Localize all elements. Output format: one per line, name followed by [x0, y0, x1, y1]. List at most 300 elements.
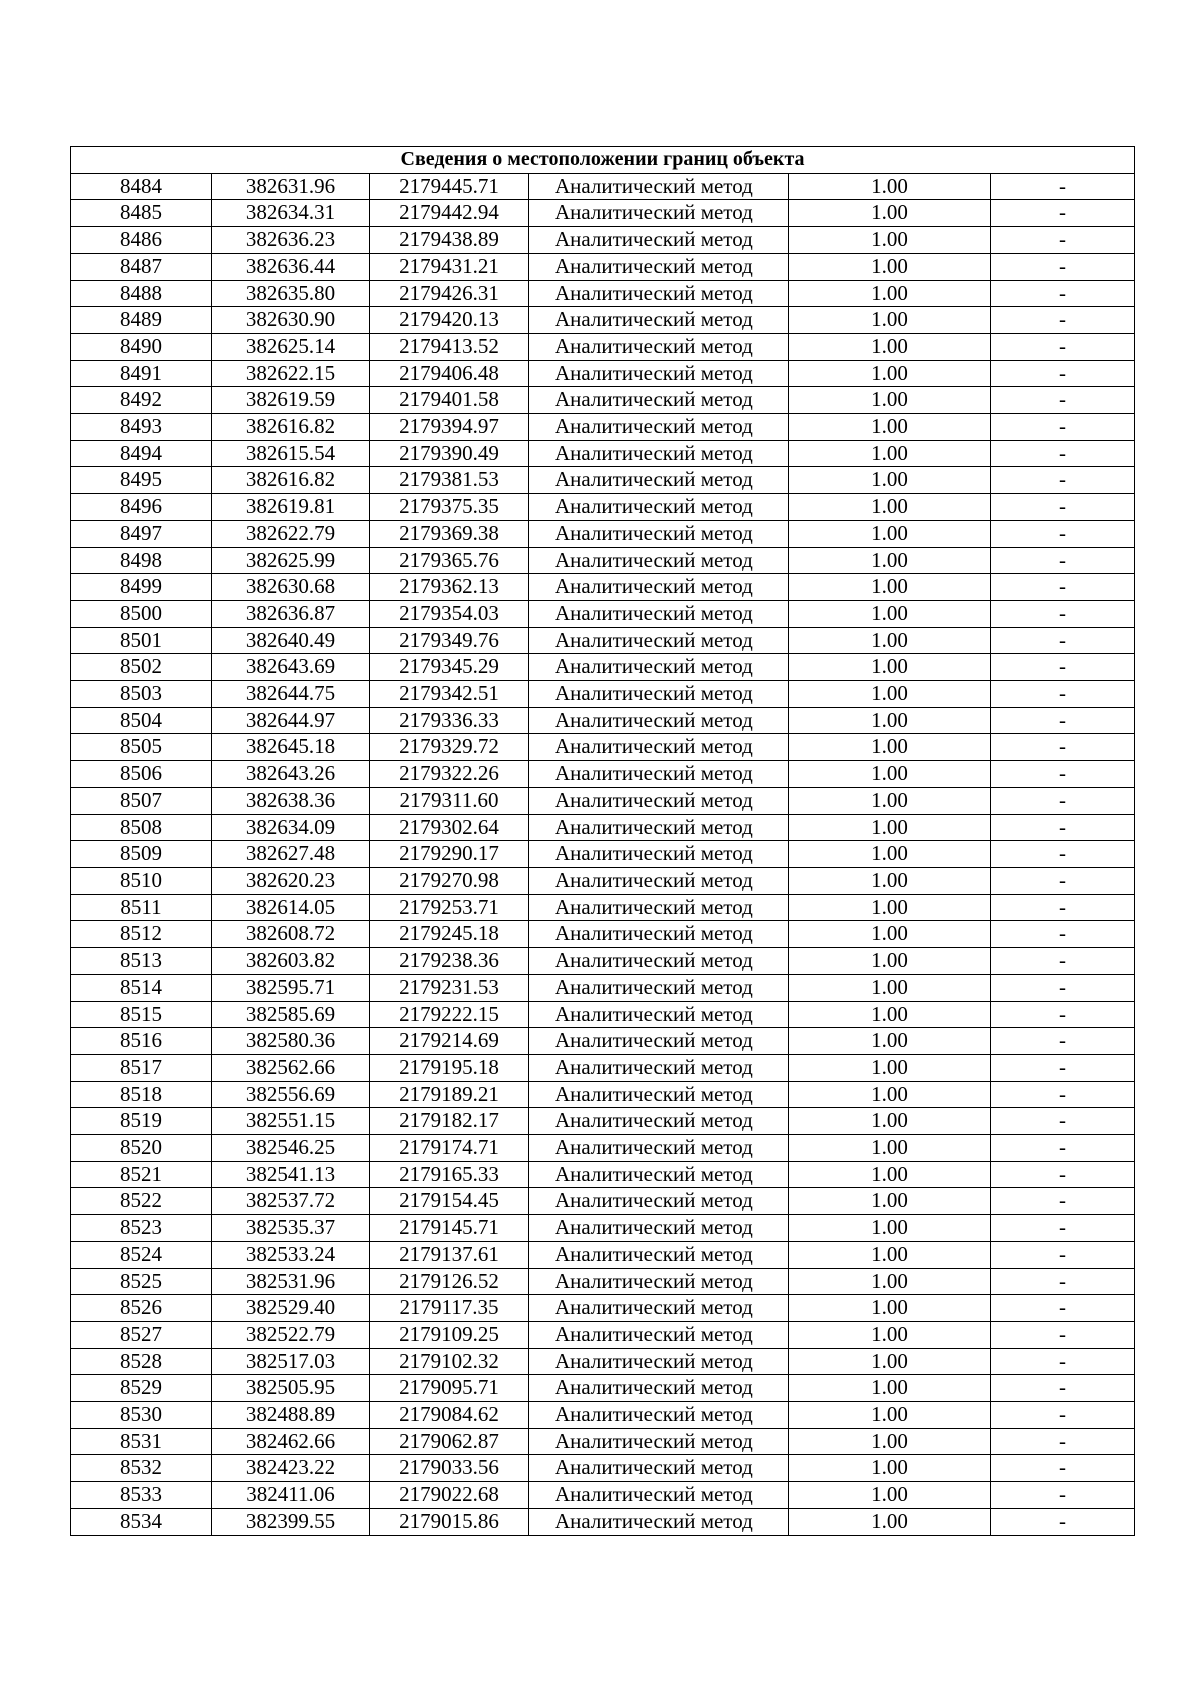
y-coordinate-cell: 2179270.98 — [370, 867, 529, 894]
point-number-cell: 8500 — [71, 600, 212, 627]
x-coordinate-cell: 382625.99 — [212, 547, 370, 574]
x-coordinate-cell: 382627.48 — [212, 841, 370, 868]
method-cell: Аналитический метод — [529, 1348, 789, 1375]
accuracy-cell: 1.00 — [789, 1028, 991, 1055]
method-cell: Аналитический метод — [529, 520, 789, 547]
x-coordinate-cell: 382580.36 — [212, 1028, 370, 1055]
point-number-cell: 8515 — [71, 1001, 212, 1028]
accuracy-cell: 1.00 — [789, 494, 991, 521]
table-header-row — [71, 147, 1135, 174]
accuracy-cell: 1.00 — [789, 547, 991, 574]
x-coordinate-cell: 382634.31 — [212, 200, 370, 227]
table-row — [71, 333, 1135, 360]
table-row — [71, 547, 1135, 574]
description-cell: - — [991, 280, 1135, 307]
method-cell: Аналитический метод — [529, 1241, 789, 1268]
accuracy-cell: 1.00 — [789, 1508, 991, 1535]
x-coordinate-cell: 382551.15 — [212, 1108, 370, 1135]
table-row — [71, 1108, 1135, 1135]
table-row — [71, 440, 1135, 467]
description-cell: - — [991, 1482, 1135, 1509]
method-cell: Аналитический метод — [529, 1215, 789, 1242]
x-coordinate-cell: 382625.14 — [212, 333, 370, 360]
accuracy-cell: 1.00 — [789, 333, 991, 360]
method-cell: Аналитический метод — [529, 360, 789, 387]
point-number-cell: 8533 — [71, 1482, 212, 1509]
point-number-cell: 8508 — [71, 814, 212, 841]
y-coordinate-cell: 2179238.36 — [370, 948, 529, 975]
y-coordinate-cell: 2179322.26 — [370, 761, 529, 788]
table-row — [71, 1295, 1135, 1322]
method-cell: Аналитический метод — [529, 547, 789, 574]
point-number-cell: 8519 — [71, 1108, 212, 1135]
y-coordinate-cell: 2179420.13 — [370, 307, 529, 334]
description-cell: - — [991, 1188, 1135, 1215]
table-row — [71, 707, 1135, 734]
x-coordinate-cell: 382505.95 — [212, 1375, 370, 1402]
accuracy-cell: 1.00 — [789, 1081, 991, 1108]
point-number-cell: 8531 — [71, 1428, 212, 1455]
x-coordinate-cell: 382529.40 — [212, 1295, 370, 1322]
accuracy-cell: 1.00 — [789, 280, 991, 307]
description-cell: - — [991, 440, 1135, 467]
point-number-cell: 8485 — [71, 200, 212, 227]
description-cell: - — [991, 1321, 1135, 1348]
y-coordinate-cell: 2179095.71 — [370, 1375, 529, 1402]
description-cell: - — [991, 734, 1135, 761]
y-coordinate-cell: 2179336.33 — [370, 707, 529, 734]
method-cell: Аналитический метод — [529, 1428, 789, 1455]
point-number-cell: 8499 — [71, 574, 212, 601]
accuracy-cell: 1.00 — [789, 867, 991, 894]
point-number-cell: 8511 — [71, 894, 212, 921]
point-number-cell: 8487 — [71, 253, 212, 280]
method-cell: Аналитический метод — [529, 761, 789, 788]
table-row — [71, 1508, 1135, 1535]
table-row — [71, 173, 1135, 200]
y-coordinate-cell: 2179195.18 — [370, 1054, 529, 1081]
x-coordinate-cell: 382622.15 — [212, 360, 370, 387]
accuracy-cell: 1.00 — [789, 761, 991, 788]
method-cell: Аналитический метод — [529, 1268, 789, 1295]
x-coordinate-cell: 382636.23 — [212, 227, 370, 254]
table-row — [71, 1081, 1135, 1108]
y-coordinate-cell: 2179365.76 — [370, 547, 529, 574]
description-cell: - — [991, 360, 1135, 387]
y-coordinate-cell: 2179290.17 — [370, 841, 529, 868]
y-coordinate-cell: 2179302.64 — [370, 814, 529, 841]
description-cell: - — [991, 814, 1135, 841]
accuracy-cell: 1.00 — [789, 467, 991, 494]
x-coordinate-cell: 382411.06 — [212, 1482, 370, 1509]
y-coordinate-cell: 2179329.72 — [370, 734, 529, 761]
description-cell: - — [991, 1348, 1135, 1375]
x-coordinate-cell: 382399.55 — [212, 1508, 370, 1535]
description-cell: - — [991, 574, 1135, 601]
accuracy-cell: 1.00 — [789, 1321, 991, 1348]
point-number-cell: 8527 — [71, 1321, 212, 1348]
method-cell: Аналитический метод — [529, 841, 789, 868]
method-cell: Аналитический метод — [529, 227, 789, 254]
description-cell: - — [991, 1161, 1135, 1188]
point-number-cell: 8532 — [71, 1455, 212, 1482]
x-coordinate-cell: 382644.97 — [212, 707, 370, 734]
y-coordinate-cell: 2179231.53 — [370, 974, 529, 1001]
point-number-cell: 8506 — [71, 761, 212, 788]
table-row — [71, 1028, 1135, 1055]
accuracy-cell: 1.00 — [789, 307, 991, 334]
point-number-cell: 8510 — [71, 867, 212, 894]
y-coordinate-cell: 2179394.97 — [370, 414, 529, 441]
y-coordinate-cell: 2179189.21 — [370, 1081, 529, 1108]
point-number-cell: 8512 — [71, 921, 212, 948]
table-row — [71, 600, 1135, 627]
y-coordinate-cell: 2179438.89 — [370, 227, 529, 254]
accuracy-cell: 1.00 — [789, 173, 991, 200]
y-coordinate-cell: 2179413.52 — [370, 333, 529, 360]
accuracy-cell: 1.00 — [789, 1348, 991, 1375]
method-cell: Аналитический метод — [529, 440, 789, 467]
description-cell: - — [991, 1295, 1135, 1322]
description-cell: - — [991, 1001, 1135, 1028]
point-number-cell: 8504 — [71, 707, 212, 734]
description-cell: - — [991, 1428, 1135, 1455]
table-row — [71, 681, 1135, 708]
table-row — [71, 387, 1135, 414]
y-coordinate-cell: 2179245.18 — [370, 921, 529, 948]
method-cell: Аналитический метод — [529, 333, 789, 360]
point-number-cell: 8505 — [71, 734, 212, 761]
x-coordinate-cell: 382645.18 — [212, 734, 370, 761]
description-cell: - — [991, 974, 1135, 1001]
table-row — [71, 467, 1135, 494]
accuracy-cell: 1.00 — [789, 387, 991, 414]
point-number-cell: 8507 — [71, 787, 212, 814]
method-cell: Аналитический метод — [529, 173, 789, 200]
accuracy-cell: 1.00 — [789, 600, 991, 627]
y-coordinate-cell: 2179362.13 — [370, 574, 529, 601]
y-coordinate-cell: 2179145.71 — [370, 1215, 529, 1242]
accuracy-cell: 1.00 — [789, 734, 991, 761]
table-row — [71, 894, 1135, 921]
method-cell: Аналитический метод — [529, 921, 789, 948]
table-row — [71, 1215, 1135, 1242]
description-cell: - — [991, 894, 1135, 921]
y-coordinate-cell: 2179349.76 — [370, 627, 529, 654]
description-cell: - — [991, 654, 1135, 681]
point-number-cell: 8530 — [71, 1402, 212, 1429]
y-coordinate-cell: 2179126.52 — [370, 1268, 529, 1295]
accuracy-cell: 1.00 — [789, 1375, 991, 1402]
x-coordinate-cell: 382423.22 — [212, 1455, 370, 1482]
table-row — [71, 814, 1135, 841]
method-cell: Аналитический метод — [529, 1455, 789, 1482]
table-row — [71, 414, 1135, 441]
table-row — [71, 1135, 1135, 1162]
x-coordinate-cell: 382630.68 — [212, 574, 370, 601]
method-cell: Аналитический метод — [529, 707, 789, 734]
point-number-cell: 8502 — [71, 654, 212, 681]
accuracy-cell: 1.00 — [789, 948, 991, 975]
x-coordinate-cell: 382537.72 — [212, 1188, 370, 1215]
x-coordinate-cell: 382556.69 — [212, 1081, 370, 1108]
accuracy-cell: 1.00 — [789, 1001, 991, 1028]
point-number-cell: 8495 — [71, 467, 212, 494]
y-coordinate-cell: 2179442.94 — [370, 200, 529, 227]
accuracy-cell: 1.00 — [789, 1428, 991, 1455]
x-coordinate-cell: 382562.66 — [212, 1054, 370, 1081]
point-number-cell: 8521 — [71, 1161, 212, 1188]
table-row — [71, 253, 1135, 280]
table-row — [71, 974, 1135, 1001]
method-cell: Аналитический метод — [529, 654, 789, 681]
point-number-cell: 8525 — [71, 1268, 212, 1295]
y-coordinate-cell: 2179154.45 — [370, 1188, 529, 1215]
point-number-cell: 8486 — [71, 227, 212, 254]
description-cell: - — [991, 494, 1135, 521]
method-cell: Аналитический метод — [529, 253, 789, 280]
y-coordinate-cell: 2179369.38 — [370, 520, 529, 547]
description-cell: - — [991, 1135, 1135, 1162]
description-cell: - — [991, 1402, 1135, 1429]
y-coordinate-cell: 2179062.87 — [370, 1428, 529, 1455]
description-cell: - — [991, 414, 1135, 441]
point-number-cell: 8529 — [71, 1375, 212, 1402]
x-coordinate-cell: 382595.71 — [212, 974, 370, 1001]
point-number-cell: 8492 — [71, 387, 212, 414]
x-coordinate-cell: 382619.59 — [212, 387, 370, 414]
method-cell: Аналитический метод — [529, 1161, 789, 1188]
x-coordinate-cell: 382462.66 — [212, 1428, 370, 1455]
description-cell: - — [991, 1215, 1135, 1242]
x-coordinate-cell: 382640.49 — [212, 627, 370, 654]
accuracy-cell: 1.00 — [789, 520, 991, 547]
accuracy-cell: 1.00 — [789, 1295, 991, 1322]
description-cell: - — [991, 867, 1135, 894]
y-coordinate-cell: 2179311.60 — [370, 787, 529, 814]
method-cell: Аналитический метод — [529, 1135, 789, 1162]
method-cell: Аналитический метод — [529, 414, 789, 441]
description-cell: - — [991, 227, 1135, 254]
accuracy-cell: 1.00 — [789, 200, 991, 227]
method-cell: Аналитический метод — [529, 1295, 789, 1322]
y-coordinate-cell: 2179182.17 — [370, 1108, 529, 1135]
point-number-cell: 8490 — [71, 333, 212, 360]
table-row — [71, 1054, 1135, 1081]
description-cell: - — [991, 707, 1135, 734]
point-number-cell: 8526 — [71, 1295, 212, 1322]
y-coordinate-cell: 2179401.58 — [370, 387, 529, 414]
x-coordinate-cell: 382630.90 — [212, 307, 370, 334]
table-row — [71, 280, 1135, 307]
accuracy-cell: 1.00 — [789, 414, 991, 441]
x-coordinate-cell: 382643.69 — [212, 654, 370, 681]
accuracy-cell: 1.00 — [789, 1161, 991, 1188]
method-cell: Аналитический метод — [529, 734, 789, 761]
x-coordinate-cell: 382644.75 — [212, 681, 370, 708]
x-coordinate-cell: 382643.26 — [212, 761, 370, 788]
method-cell: Аналитический метод — [529, 1001, 789, 1028]
x-coordinate-cell: 382533.24 — [212, 1241, 370, 1268]
method-cell: Аналитический метод — [529, 867, 789, 894]
accuracy-cell: 1.00 — [789, 1135, 991, 1162]
x-coordinate-cell: 382615.54 — [212, 440, 370, 467]
table-row — [71, 921, 1135, 948]
description-cell: - — [991, 1241, 1135, 1268]
method-cell: Аналитический метод — [529, 627, 789, 654]
accuracy-cell: 1.00 — [789, 707, 991, 734]
table-row — [71, 1161, 1135, 1188]
method-cell: Аналитический метод — [529, 1188, 789, 1215]
point-number-cell: 8494 — [71, 440, 212, 467]
accuracy-cell: 1.00 — [789, 921, 991, 948]
accuracy-cell: 1.00 — [789, 360, 991, 387]
accuracy-cell: 1.00 — [789, 894, 991, 921]
y-coordinate-cell: 2179102.32 — [370, 1348, 529, 1375]
description-cell: - — [991, 948, 1135, 975]
x-coordinate-cell: 382603.82 — [212, 948, 370, 975]
y-coordinate-cell: 2179015.86 — [370, 1508, 529, 1535]
table-row — [71, 1428, 1135, 1455]
accuracy-cell: 1.00 — [789, 253, 991, 280]
point-number-cell: 8534 — [71, 1508, 212, 1535]
method-cell: Аналитический метод — [529, 787, 789, 814]
table-row — [71, 1402, 1135, 1429]
x-coordinate-cell: 382614.05 — [212, 894, 370, 921]
description-cell: - — [991, 761, 1135, 788]
method-cell: Аналитический метод — [529, 280, 789, 307]
table-row — [71, 360, 1135, 387]
point-number-cell: 8524 — [71, 1241, 212, 1268]
method-cell: Аналитический метод — [529, 894, 789, 921]
y-coordinate-cell: 2179345.29 — [370, 654, 529, 681]
table-row — [71, 574, 1135, 601]
accuracy-cell: 1.00 — [789, 974, 991, 1001]
description-cell: - — [991, 600, 1135, 627]
x-coordinate-cell: 382636.44 — [212, 253, 370, 280]
accuracy-cell: 1.00 — [789, 841, 991, 868]
method-cell: Аналитический метод — [529, 307, 789, 334]
point-number-cell: 8513 — [71, 948, 212, 975]
accuracy-cell: 1.00 — [789, 1402, 991, 1429]
method-cell: Аналитический метод — [529, 1054, 789, 1081]
method-cell: Аналитический метод — [529, 600, 789, 627]
x-coordinate-cell: 382531.96 — [212, 1268, 370, 1295]
method-cell: Аналитический метод — [529, 1375, 789, 1402]
y-coordinate-cell: 2179165.33 — [370, 1161, 529, 1188]
boundary-table — [70, 146, 1135, 1536]
table-row — [71, 1321, 1135, 1348]
method-cell: Аналитический метод — [529, 494, 789, 521]
x-coordinate-cell: 382622.79 — [212, 520, 370, 547]
point-number-cell: 8498 — [71, 547, 212, 574]
x-coordinate-cell: 382522.79 — [212, 1321, 370, 1348]
x-coordinate-cell: 382634.09 — [212, 814, 370, 841]
point-number-cell: 8496 — [71, 494, 212, 521]
description-cell: - — [991, 253, 1135, 280]
method-cell: Аналитический метод — [529, 574, 789, 601]
x-coordinate-cell: 382585.69 — [212, 1001, 370, 1028]
description-cell: - — [991, 387, 1135, 414]
y-coordinate-cell: 2179426.31 — [370, 280, 529, 307]
y-coordinate-cell: 2179117.35 — [370, 1295, 529, 1322]
table-row — [71, 494, 1135, 521]
y-coordinate-cell: 2179431.21 — [370, 253, 529, 280]
accuracy-cell: 1.00 — [789, 627, 991, 654]
table-row — [71, 627, 1135, 654]
point-number-cell: 8514 — [71, 974, 212, 1001]
y-coordinate-cell: 2179375.35 — [370, 494, 529, 521]
table-row — [71, 1001, 1135, 1028]
y-coordinate-cell: 2179033.56 — [370, 1455, 529, 1482]
point-number-cell: 8522 — [71, 1188, 212, 1215]
description-cell: - — [991, 1455, 1135, 1482]
x-coordinate-cell: 382546.25 — [212, 1135, 370, 1162]
description-cell: - — [991, 1081, 1135, 1108]
accuracy-cell: 1.00 — [789, 1215, 991, 1242]
point-number-cell: 8517 — [71, 1054, 212, 1081]
accuracy-cell: 1.00 — [789, 787, 991, 814]
point-number-cell: 8523 — [71, 1215, 212, 1242]
table-row — [71, 787, 1135, 814]
method-cell: Аналитический метод — [529, 1402, 789, 1429]
point-number-cell: 8503 — [71, 681, 212, 708]
point-number-cell: 8518 — [71, 1081, 212, 1108]
point-number-cell: 8484 — [71, 173, 212, 200]
table-row — [71, 1455, 1135, 1482]
y-coordinate-cell: 2179137.61 — [370, 1241, 529, 1268]
table-row — [71, 761, 1135, 788]
point-number-cell: 8489 — [71, 307, 212, 334]
point-number-cell: 8488 — [71, 280, 212, 307]
method-cell: Аналитический метод — [529, 467, 789, 494]
y-coordinate-cell: 2179342.51 — [370, 681, 529, 708]
description-cell: - — [991, 841, 1135, 868]
table-row — [71, 1348, 1135, 1375]
description-cell: - — [991, 520, 1135, 547]
x-coordinate-cell: 382619.81 — [212, 494, 370, 521]
description-cell: - — [991, 1375, 1135, 1402]
table-row — [71, 1241, 1135, 1268]
table-row — [71, 948, 1135, 975]
point-number-cell: 8497 — [71, 520, 212, 547]
description-cell: - — [991, 1108, 1135, 1135]
description-cell: - — [991, 787, 1135, 814]
description-cell: - — [991, 921, 1135, 948]
table-row — [71, 1188, 1135, 1215]
method-cell: Аналитический метод — [529, 948, 789, 975]
table-row — [71, 1482, 1135, 1509]
x-coordinate-cell: 382517.03 — [212, 1348, 370, 1375]
accuracy-cell: 1.00 — [789, 654, 991, 681]
y-coordinate-cell: 2179390.49 — [370, 440, 529, 467]
x-coordinate-cell: 382535.37 — [212, 1215, 370, 1242]
description-cell: - — [991, 173, 1135, 200]
method-cell: Аналитический метод — [529, 387, 789, 414]
table-row — [71, 307, 1135, 334]
method-cell: Аналитический метод — [529, 1108, 789, 1135]
accuracy-cell: 1.00 — [789, 1482, 991, 1509]
x-coordinate-cell: 382616.82 — [212, 467, 370, 494]
accuracy-cell: 1.00 — [789, 1054, 991, 1081]
description-cell: - — [991, 333, 1135, 360]
method-cell: Аналитический метод — [529, 814, 789, 841]
y-coordinate-cell: 2179354.03 — [370, 600, 529, 627]
y-coordinate-cell: 2179214.69 — [370, 1028, 529, 1055]
method-cell: Аналитический метод — [529, 200, 789, 227]
table-title: Сведения о местоположении границ объекта — [71, 147, 1135, 174]
x-coordinate-cell: 382616.82 — [212, 414, 370, 441]
